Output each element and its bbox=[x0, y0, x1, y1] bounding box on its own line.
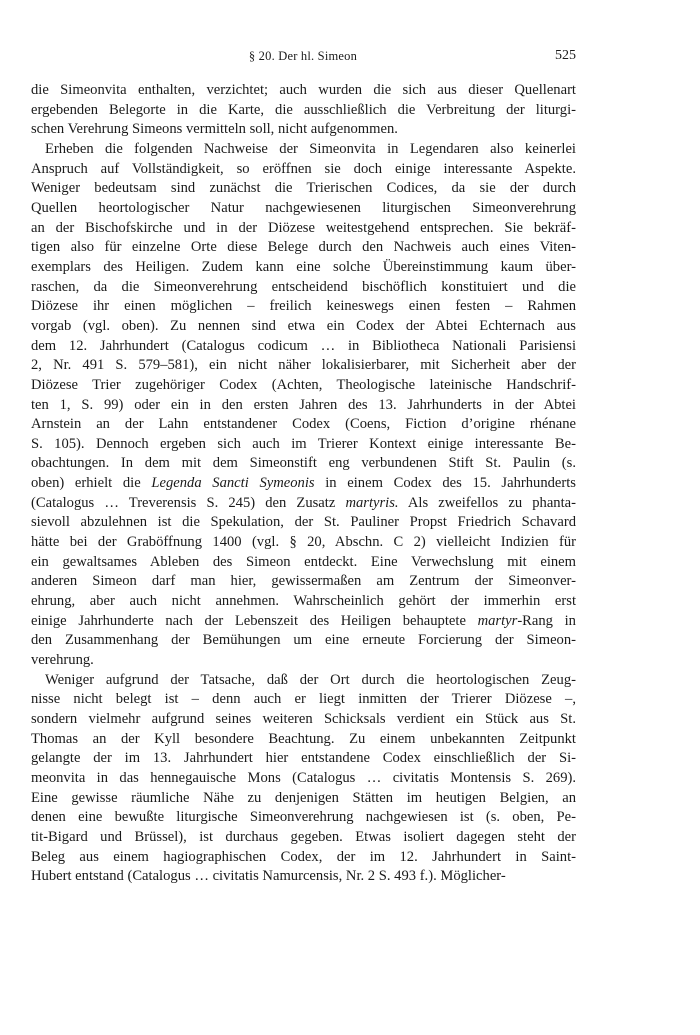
text-line bbox=[31, 592, 576, 612]
text-line bbox=[31, 140, 576, 160]
italic-segment: Legenda Sancti Symeonis bbox=[151, 475, 315, 492]
text-segment: gelangte der im 13. Jahrhundert hier entstandene Codex einschließlich der Si- bbox=[31, 750, 576, 767]
italic-segment: martyr bbox=[477, 612, 518, 629]
text-segment: Weniger aufgrund der Tatsache, daß der Ort durch die heortologischen Zeug- bbox=[45, 671, 576, 688]
text-segment: an der Bischofskirche und in der Diözese weitestgehend entsprechen. Sie bekräf- bbox=[31, 219, 576, 236]
text-segment: Quellen heortologischer Natur nachgewiesenen liturgischen Simeonverehrung bbox=[31, 199, 576, 216]
text-segment: Arnstein an der Lahn entstandener Codex (Coens, Fiction d’origine rhénane bbox=[31, 416, 576, 433]
text-segment: tigen also für einzelne Orte diese Belege durch den Nachweis auch eines Viten- bbox=[31, 239, 576, 256]
text-segment: Diözese Trier zugehöriger Codex (Achten, Theologische lateinische Handschrif- bbox=[31, 376, 576, 393]
text-segment: Erheben die folgenden Nachweise der Simeonvita in Legendaren also keinerlei bbox=[45, 140, 576, 157]
text-line bbox=[31, 533, 576, 553]
page-number: 525 bbox=[555, 48, 576, 63]
text-segment: sondern vielmehr aufgrund seines weiteren Schicksals verdient ein Stück aus St. bbox=[31, 711, 576, 727]
text-line bbox=[31, 553, 576, 573]
text-line bbox=[31, 651, 576, 671]
text-segment: verehrung. bbox=[31, 652, 94, 669]
text-segment: einige Jahrhunderte nach der Lebenszeit des Heiligen behauptete bbox=[31, 612, 478, 629]
text-line bbox=[31, 101, 576, 121]
text-line bbox=[31, 710, 576, 730]
text-line bbox=[31, 474, 576, 494]
text-segment: ein gewaltsames Ableben des Simeon entdeckt. Eine Verwechslung mit einem bbox=[31, 553, 576, 570]
text-line bbox=[31, 730, 576, 750]
text-segment: nisse nicht belegt ist – denn auch er liegt inmitten der Trierer Diözese –, bbox=[31, 691, 576, 708]
text-line bbox=[31, 749, 576, 769]
text-segment: schen Verehrung Simeons vermitteln soll, nicht aufgenommen. bbox=[31, 121, 398, 138]
text-segment: Hubert entstand (Catalogus … civitatis Namurcensis, Nr. 2 S. 493 f.). Möglicher- bbox=[31, 868, 506, 885]
body-text bbox=[31, 81, 576, 887]
text-segment: den Zusammenhang der Bemühungen um eine erneute Forcierung der Simeon- bbox=[31, 632, 576, 649]
text-line bbox=[31, 789, 576, 809]
text-segment: die Simeonvita enthalten, verzichtet; auch wurden die sich aus dieser Quellenart bbox=[31, 82, 576, 98]
text-segment: Weniger bedeutsam sind zunächst die Trierischen Codices, da sie der durch bbox=[31, 180, 576, 197]
text-segment: Eine gewisse räumliche Nähe zu denjenigen Stätten im heutigen Belgien, an bbox=[31, 789, 576, 806]
text-segment: Als zweifellos zu phanta- bbox=[398, 494, 576, 511]
text-segment: exemplars des Heiligen. Zudem kann eine solche Übereinstimmung kaum über- bbox=[31, 258, 576, 275]
text-segment: denen eine bewußte liturgische Simeonverehrung nachgewiesen ist (s. oben, Pe- bbox=[31, 809, 576, 826]
text-line bbox=[31, 396, 576, 416]
text-segment: Diözese ihr einen möglichen – freilich keineswegs einen festen – Rahmen bbox=[31, 298, 576, 315]
page-header bbox=[30, 49, 576, 69]
text-line bbox=[31, 297, 576, 317]
text-line bbox=[31, 848, 576, 868]
text-line bbox=[31, 454, 576, 474]
text-line bbox=[31, 808, 576, 828]
text-segment: in einem Codex des 15. Jahrhunderts bbox=[314, 475, 576, 492]
text-line bbox=[31, 690, 576, 710]
text-line bbox=[31, 258, 576, 278]
text-line bbox=[31, 317, 576, 337]
text-line bbox=[31, 572, 576, 592]
text-line bbox=[31, 631, 576, 651]
text-line bbox=[31, 494, 576, 514]
text-line bbox=[31, 278, 576, 298]
running-head: § 20. Der hl. Simeon bbox=[248, 49, 358, 63]
text-segment: Thomas an der Kyll besondere Beachtung. Zu einem unbekannten Zeitpunkt bbox=[31, 730, 576, 747]
text-segment: -Rang in bbox=[517, 612, 576, 629]
text-segment: raschen, da die Simeonverehrung entscheidend bischöflich konstituiert und die bbox=[31, 278, 576, 295]
text-line bbox=[31, 435, 576, 455]
paragraph bbox=[31, 81, 576, 140]
text-line bbox=[31, 671, 576, 691]
text-line bbox=[31, 120, 576, 140]
text-line bbox=[31, 81, 576, 101]
text-segment: tit-Bigard und Brüssel), ist durchaus gegeben. Etwas isoliert dagegen steht der bbox=[31, 828, 576, 845]
text-line bbox=[31, 337, 576, 357]
text-line bbox=[31, 867, 576, 887]
text-segment: Beleg aus einem hagiographischen Codex, der im 12. Jahrhundert in Saint- bbox=[31, 848, 576, 865]
text-line bbox=[31, 376, 576, 396]
text-line bbox=[31, 415, 576, 435]
text-segment: dem 12. Jahrhundert (Catalogus codicum … in Bibliotheca Nationali Parisiensi bbox=[31, 337, 576, 354]
text-line bbox=[31, 238, 576, 258]
text-segment: anderen Simeon darf man hier, gewissermaßen am Zentrum der Simeonver- bbox=[31, 573, 576, 590]
text-line bbox=[31, 219, 576, 239]
text-segment: ten 1, S. 99) oder ein in den ersten Jahren des 13. Jahrhunderts in der Abtei bbox=[31, 396, 576, 413]
text-line bbox=[31, 513, 576, 533]
text-segment: Anspruch auf Vollständigkeit, so eröffnen sie doch einige interessante Aspekte. bbox=[31, 160, 576, 177]
text-line bbox=[31, 199, 576, 219]
text-segment: oben) erhielt die bbox=[31, 475, 152, 492]
text-segment: hätte bei der Graböffnung 1400 (vgl. § 20, Abschn. C 2) vielleicht Indizien für bbox=[31, 534, 576, 551]
text-line bbox=[31, 356, 576, 376]
text-line bbox=[31, 179, 576, 199]
text-segment: obachtungen. In dem mit dem Simeonstift eng verbundenen Stift St. Paulin (s. bbox=[31, 455, 576, 472]
text-segment: S. 105). Dennoch ergeben sich auch im Trierer Kontext einige interessante Be- bbox=[31, 435, 576, 452]
text-segment: ehrung, aber auch nicht annehmen. Wahrscheinlich gehört der immerhin erst bbox=[31, 593, 576, 610]
paragraph bbox=[31, 671, 576, 887]
italic-segment: martyris. bbox=[345, 494, 399, 511]
text-line bbox=[31, 828, 576, 848]
text-segment: meonvita in das hennegauische Mons (Catalogus … civitatis Montensis S. 269). bbox=[31, 769, 576, 786]
text-segment: (Catalogus … Treverensis S. 245) den Zusatz bbox=[31, 494, 346, 511]
text-line bbox=[31, 769, 576, 789]
text-segment: sievoll abzulehnen ist die Spekulation, der St. Pauliner Propst Friedrich Schavard bbox=[31, 514, 576, 531]
text-segment: vorgab (vgl. oben). Zu nennen sind etwa ein Codex der Abtei Echternach aus bbox=[31, 317, 576, 334]
paragraph bbox=[31, 140, 576, 671]
text-segment: 2, Nr. 491 S. 579–581), ein nicht näher lokalisierbarer, mit Sicherheit aber der bbox=[31, 357, 576, 374]
text-segment: ergebenden Belegorte in die Karte, die ausschließlich die Verbreitung der liturgi- bbox=[31, 101, 576, 118]
text-line bbox=[31, 612, 576, 632]
text-line bbox=[31, 160, 576, 180]
